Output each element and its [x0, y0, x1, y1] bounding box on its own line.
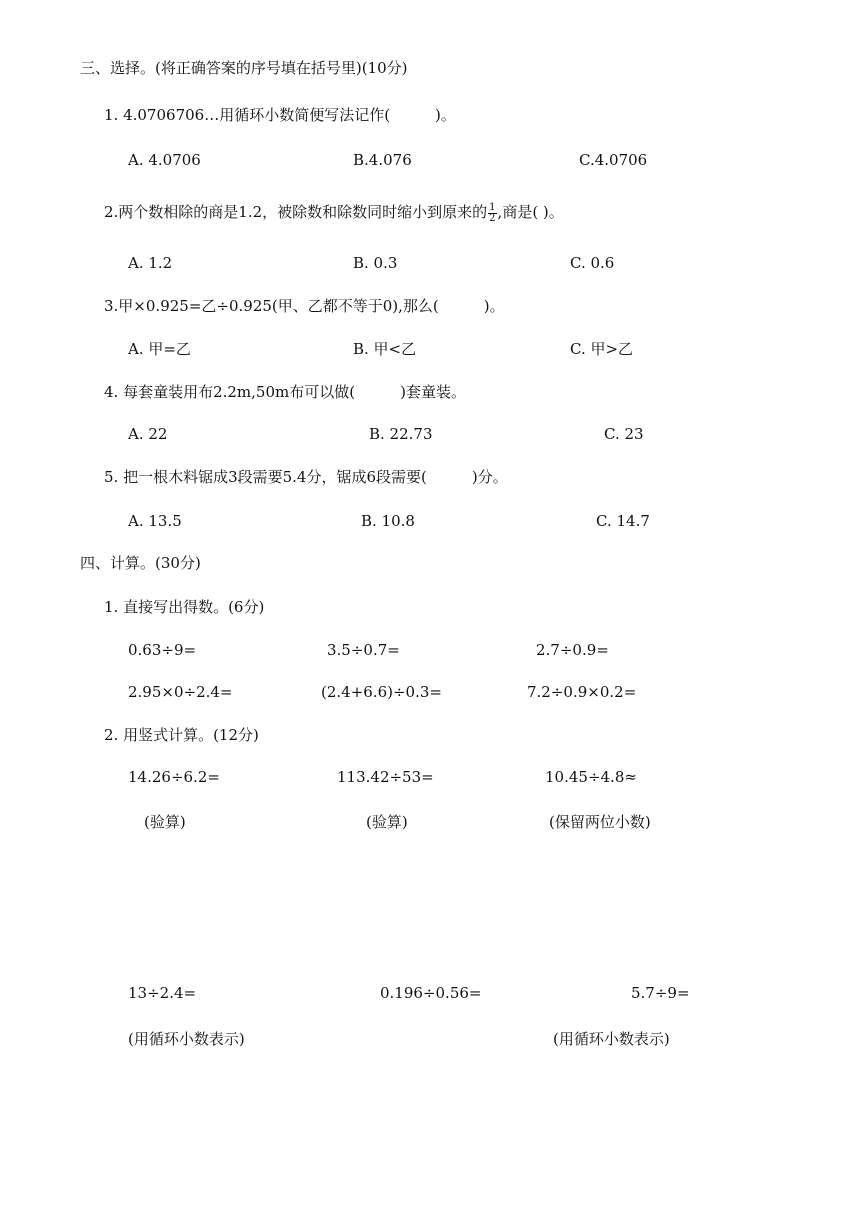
mental-math-item: 2.7÷0.9=: [536, 641, 609, 659]
calc-note: (验算): [366, 813, 408, 831]
mental-math-item: (2.4+6.6)÷0.3=: [321, 683, 442, 701]
section-4-heading: 四、计算。(30分): [80, 554, 201, 572]
question-1-option-b: B.4.076: [353, 151, 412, 169]
question-4-option-b: B. 22.73: [369, 425, 433, 443]
vertical-calc-item: 14.26÷6.2=: [128, 768, 220, 786]
part-2-title: 2. 用竖式计算。(12分): [104, 726, 259, 744]
question-3-stem: 3.甲×0.925=乙÷0.925(甲、乙都不等于0),那么( )。: [104, 297, 505, 315]
calc-note: (保留两位小数): [549, 813, 651, 831]
calc-note: (用循环小数表示): [128, 1030, 245, 1048]
vertical-calc-item: 10.45÷4.8≈: [545, 768, 637, 786]
question-3-option-c: C. 甲>乙: [570, 340, 634, 358]
calc-note: (用循环小数表示): [553, 1030, 670, 1048]
mental-math-item: 0.63÷9=: [128, 641, 197, 659]
question-4-option-a: A. 22: [128, 425, 168, 443]
question-1-stem: 1. 4.0706706…用循环小数简便写法记作( )。: [104, 106, 456, 124]
question-5-option-c: C. 14.7: [596, 512, 650, 530]
calc-note: (验算): [144, 813, 186, 831]
mental-math-item: 3.5÷0.7=: [327, 641, 400, 659]
vertical-calc-item: 0.196÷0.56=: [380, 984, 482, 1002]
question-2-option-a: A. 1.2: [128, 254, 173, 272]
question-4-option-c: C. 23: [604, 425, 644, 443]
question-2-option-c: C. 0.6: [570, 254, 615, 272]
question-1-option-c: C.4.0706: [579, 151, 648, 169]
fraction-one-half: [488, 203, 496, 224]
mental-math-item: 2.95×0÷2.4=: [128, 683, 233, 701]
question-5-option-a: A. 13.5: [128, 512, 182, 530]
question-2-stem-post: ,商是( )。: [497, 203, 564, 221]
section-3-heading: 三、选择。(将正确答案的序号填在括号里)(10分): [80, 59, 408, 77]
vertical-calc-item: 113.42÷53=: [337, 768, 434, 786]
fraction-denominator: 2: [489, 212, 496, 224]
question-2-option-b: B. 0.3: [353, 254, 398, 272]
question-2-stem: [104, 202, 564, 224]
part-1-title: 1. 直接写出得数。(6分): [104, 598, 265, 616]
mental-math-item: 7.2÷0.9×0.2=: [527, 683, 637, 701]
question-3-option-a: A. 甲=乙: [128, 340, 191, 358]
vertical-calc-item: 5.7÷9=: [631, 984, 690, 1002]
question-5-option-b: B. 10.8: [361, 512, 415, 530]
question-3-option-b: B. 甲<乙: [353, 340, 417, 358]
question-5-stem: 5. 把一根木料锯成3段需要5.4分，锯成6段需要( )分。: [104, 468, 508, 486]
question-4-stem: 4. 每套童装用布2.2m,50m布可以做( )套童装。: [104, 383, 466, 401]
question-2-stem-pre: 2.两个数相除的商是1.2，被除数和除数同时缩小到原来的: [104, 203, 488, 221]
fraction-numerator: 1: [489, 201, 496, 213]
question-1-option-a: A. 4.0706: [128, 151, 201, 169]
vertical-calc-item: 13÷2.4=: [128, 984, 197, 1002]
